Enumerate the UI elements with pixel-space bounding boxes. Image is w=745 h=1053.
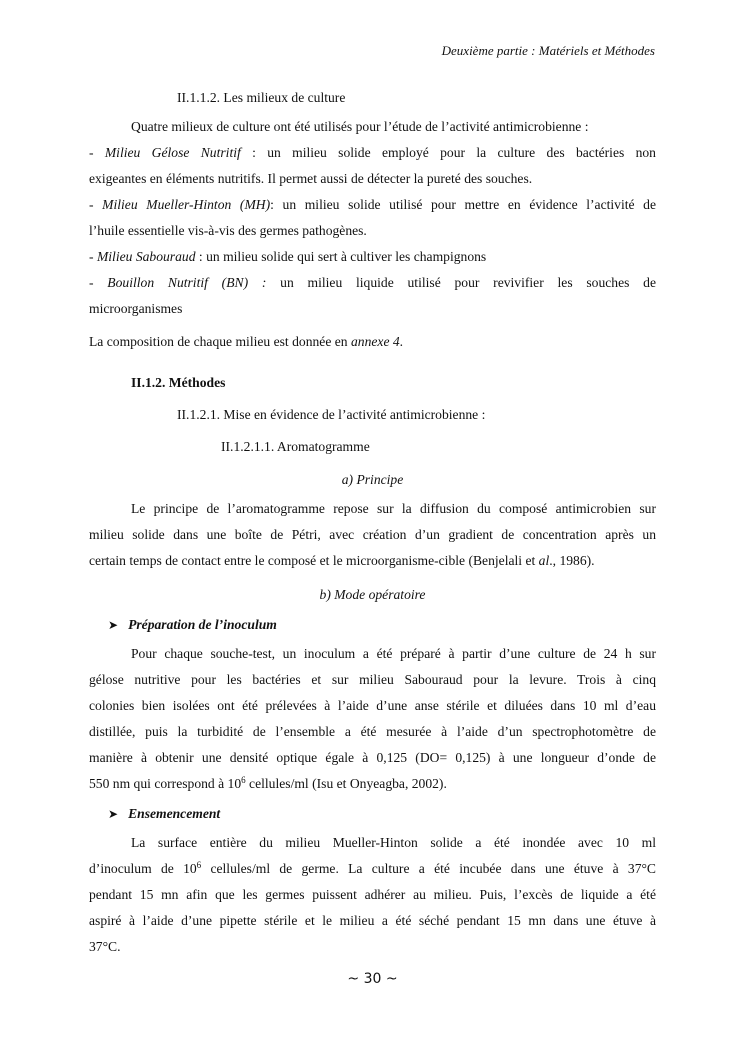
annexe-reference: annexe 4 (350, 334, 400, 349)
milieu-bn-line1: - Bouillon Nutritif (BN) : un milieu liquide utilisé pour revivifier les souches de (89, 275, 656, 290)
inoculum-line6: 550 nm qui correspond à $10^6$ cellules/ml (Isu et Onyeagba, 2002). (89, 775, 447, 791)
ensemencement-line2: d’inoculum de $10^6$ cellules/ml de germe. La culture a été incubée dans une étuve à 37°C (89, 860, 656, 876)
section-heading-milieux: II.1.1.2. Les milieux de culture (177, 90, 346, 105)
principe-line1: Le principe de l’aromatogramme repose sur la diffusion du composé antimicrobien sur (131, 501, 656, 516)
arrow-bullet-icon: ➤ (108, 618, 119, 632)
milieu-bn-name: Bouillon Nutritif (BN) : (107, 275, 267, 290)
page-number: ~ 30 ~ (347, 971, 398, 987)
milieu-sabouraud-line: - Milieu Sabouraud : un milieu solide qui sert à cultiver les champignons (89, 249, 487, 264)
running-header: Deuxième partie : Matériels et Méthodes (441, 43, 655, 58)
subsection-heading-aromatogramme: II.1.2.1.1. Aromatogramme (221, 439, 370, 454)
milieu-mh-line2: l’huile essentielle vis-à-vis des germes pathogènes. (89, 223, 367, 238)
composition-line: La composition de chaque milieu est donnée en annexe 4. (89, 334, 404, 349)
ensemencement-line3: pendant 15 mn afin que les germes puissent adhérer au milieu. Puis, l’excès de liquide a été (89, 887, 656, 902)
inoculum-line5: manière à obtenir une densité optique égale à 0,125 (DO= 0,125) à une longueur d’onde de (89, 750, 656, 765)
inoculum-line4: distillée, puis la turbidité de l’ensemble a été mesurée à l’aide d’un spectrophotomètre de (89, 724, 656, 739)
ensemencement-line1: La surface entière du milieu Mueller-Hinton solide a été inondée avec 10 ml (131, 835, 656, 850)
milieu-mh-line1: - Milieu Mueller-Hinton (MH): un milieu solide utilisé pour mettre en évidence l’activité de (89, 197, 656, 212)
principe-line3: certain temps de contact entre le composé et le microorganisme-cible (Benjelali et al., 1986). (89, 553, 595, 568)
milieu-gelose-line2: exigeantes en éléments nutritifs. Il permet aussi de détecter la pureté des souches. (89, 171, 533, 186)
principe-line2: milieu solide dans une boîte de Pétri, avec création d’un gradient de concentration après un (89, 527, 656, 542)
principe-title: a) Principe (341, 472, 404, 487)
bullet-inoculum: ➤ Préparation de l’inoculum (108, 617, 277, 632)
inoculum-line3: colonies bien isolées ont été prélevées à l’aide d’une anse stérile et diluées dans 10 ml d’eau (89, 698, 656, 713)
milieu-gelose-line1: - Milieu Gélose Nutritif : un milieu solide employé pour la culture des bactéries non (89, 145, 656, 160)
subsection-heading-activite: II.1.2.1. Mise en évidence de l’activité antimicrobienne : (177, 407, 486, 422)
mode-operatoire-title: b) Mode opératoire (319, 587, 426, 602)
inoculum-line2: gélose nutritive pour les bactéries et sur milieu Sabouraud pour la levure. Trois à cinq (89, 672, 656, 687)
milieu-sabouraud-name: Milieu Sabouraud (96, 249, 196, 264)
milieu-gelose-name: Milieu Gélose Nutritif (104, 145, 241, 160)
ensemencement-line4: aspiré à l’aide d’une pipette stérile et le milieu a été séché pendant 15 mn dans une étuve à (89, 913, 656, 928)
milieu-mh-name: Milieu Mueller-Hinton (MH) (102, 197, 271, 212)
inoculum-line1: Pour chaque souche-test, un inoculum a été préparé à partir d’une culture de 24 h sur (131, 646, 656, 661)
bullet-ensemencement: ➤ Ensemencement (108, 806, 221, 821)
ensemencement-line5: 37°C. (89, 939, 121, 954)
arrow-bullet-icon: ➤ (108, 807, 119, 821)
milieux-intro: Quatre milieux de culture ont été utilisés pour l’étude de l’activité antimicrobienne : (131, 119, 589, 134)
section-heading-methodes: II.1.2. Méthodes (131, 375, 226, 390)
milieu-bn-line2: microorganismes (89, 301, 183, 316)
